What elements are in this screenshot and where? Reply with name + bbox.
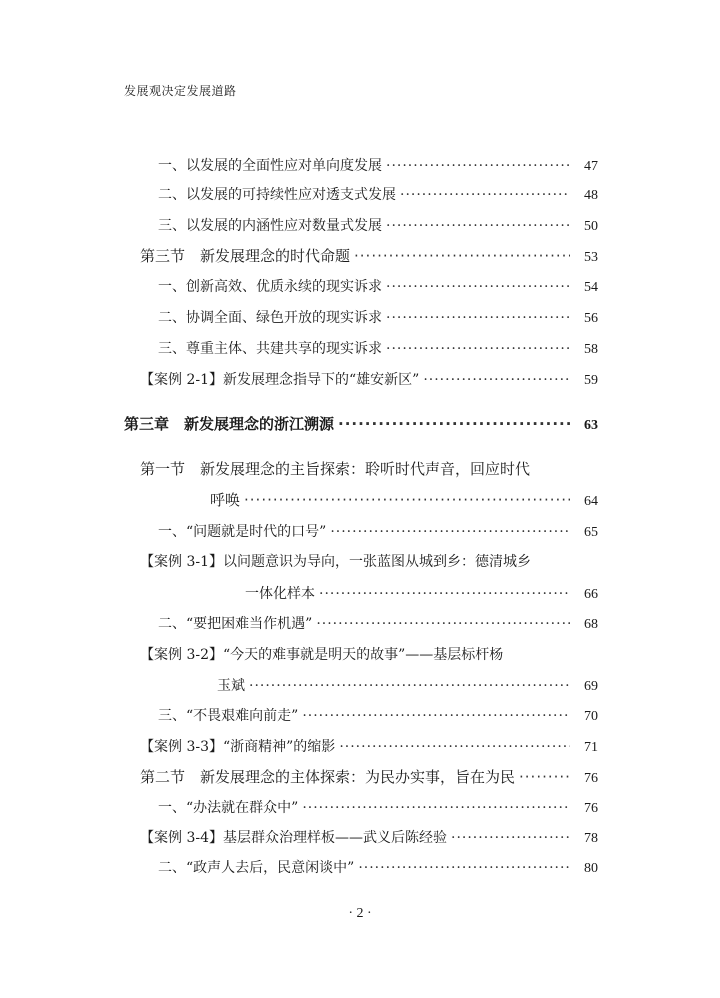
leader-dots [339, 737, 570, 757]
toc-case[interactable] [140, 370, 598, 391]
leader-dots [451, 828, 570, 848]
toc-entry-title: 【案例 3-3】“浙商精神”的缩影 [140, 739, 336, 755]
toc-page-number: 63 [584, 418, 598, 433]
toc-entry[interactable] [158, 339, 598, 360]
leader-dots [302, 798, 570, 818]
leader-dots [386, 277, 570, 297]
toc-page-number: 76 [584, 771, 598, 786]
toc-page-number: 65 [584, 525, 598, 540]
leader-dots [319, 584, 570, 604]
toc-entry-title: 一、“问题就是时代的口号” [158, 524, 327, 540]
toc-entry-title: 第三节 新发展理念的时代命题 [140, 247, 351, 265]
leader-dots [249, 676, 570, 696]
leader-dots [386, 216, 570, 236]
leader-dots [386, 339, 570, 359]
toc-entry[interactable] [158, 522, 598, 543]
leader-dots [354, 246, 570, 266]
leader-dots [244, 490, 570, 510]
page-number: · 2 · [348, 906, 372, 921]
leader-dots [330, 522, 570, 542]
toc-case-title-line1[interactable]: 【案例 3-2】“今天的难事就是明天的故事”——基层标杆杨 [140, 647, 504, 663]
running-head: 发展观决定发展道路 [124, 84, 237, 98]
toc-page-number: 59 [584, 373, 598, 388]
toc-section[interactable] [140, 767, 598, 789]
toc-entry-title: 玉斌 [217, 678, 245, 694]
toc-section-title-line1[interactable]: 第一节 新发展理念的主旨探索：聆听时代声音，回应时代 [140, 460, 531, 478]
toc-entry-title: 【案例 2-1】新发展理念指导下的“雄安新区” [140, 372, 420, 388]
toc-page-number: 56 [584, 311, 598, 326]
toc-entry[interactable] [158, 798, 598, 819]
toc-entry-title: 二、协调全面、绿色开放的现实诉求 [158, 310, 382, 326]
leader-dots [358, 858, 570, 878]
toc-page-number: 71 [584, 740, 598, 755]
toc-case-continuation[interactable] [245, 584, 598, 605]
toc-case-title-line1[interactable]: 【案例 3-1】以问题意识为导向，一张蓝图从城到乡：德清城乡 [140, 554, 531, 570]
toc-case-continuation[interactable] [217, 676, 598, 697]
toc-entry-title: 第二节 新发展理念的主体探索：为民办实事，旨在为民 [140, 768, 516, 786]
toc-entry-title: 三、尊重主体、共建共享的现实诉求 [158, 341, 382, 357]
toc-page-number: 54 [584, 280, 598, 295]
toc-entry[interactable] [158, 156, 598, 177]
toc-page-number: 78 [584, 831, 598, 846]
leader-dots [423, 370, 570, 390]
toc-entry-title: 呼唤 [210, 491, 241, 509]
toc-page-number: 48 [584, 188, 598, 203]
leader-dots [519, 767, 570, 787]
toc-entry[interactable] [158, 185, 598, 206]
toc-entry-title: 三、以发展的内涵性应对数量式发展 [158, 218, 382, 234]
toc-entry[interactable] [158, 706, 598, 727]
leader-dots [400, 185, 570, 205]
toc-entry[interactable] [158, 614, 598, 635]
toc-entry-title: 一体化样本 [245, 586, 315, 602]
toc-entry-title: 二、“要把困难当作机遇” [158, 616, 313, 632]
toc-entry-title: 一、创新高效、优质永续的现实诉求 [158, 279, 382, 295]
toc-entry[interactable] [158, 308, 598, 329]
leader-dots [316, 614, 570, 634]
toc-entry[interactable] [158, 216, 598, 237]
toc-case[interactable] [140, 828, 598, 849]
toc-page-number: 68 [584, 617, 598, 632]
toc-page-number: 50 [584, 219, 598, 234]
toc-section-continuation[interactable] [210, 490, 598, 512]
toc-entry-title: 【案例 3-4】基层群众治理样板——武义后陈经验 [140, 830, 447, 846]
toc-case[interactable] [140, 737, 598, 758]
toc-entry-title: 二、“政声人去后，民意闲谈中” [158, 860, 355, 876]
toc-page-number: 66 [584, 587, 598, 602]
leader-dots [386, 308, 570, 328]
toc-entry-title: 一、以发展的全面性应对单向度发展 [158, 158, 382, 174]
leader-dots [338, 414, 570, 434]
toc-page-number: 58 [584, 342, 598, 357]
toc-entry-title: 三、“不畏艰难向前走” [158, 708, 299, 724]
toc-entry-title: 一、“办法就在群众中” [158, 800, 299, 816]
toc-page-number: 76 [584, 801, 598, 816]
toc-entry-title: 二、以发展的可持续性应对透支式发展 [158, 187, 396, 203]
toc-page-number: 70 [584, 709, 598, 724]
leader-dots [302, 706, 570, 726]
toc-page-number: 47 [584, 159, 598, 174]
toc-chapter-title: 第三章 新发展理念的浙江溯源 [124, 415, 335, 433]
toc-page-number: 69 [584, 679, 598, 694]
toc-page-number: 64 [584, 494, 598, 509]
toc-entry[interactable] [158, 277, 598, 298]
toc-entry[interactable] [158, 858, 598, 879]
toc-page-number: 53 [584, 250, 598, 265]
toc-section[interactable] [140, 246, 598, 268]
toc-chapter[interactable] [124, 414, 598, 436]
leader-dots [386, 156, 570, 176]
toc-page-number: 80 [584, 861, 598, 876]
